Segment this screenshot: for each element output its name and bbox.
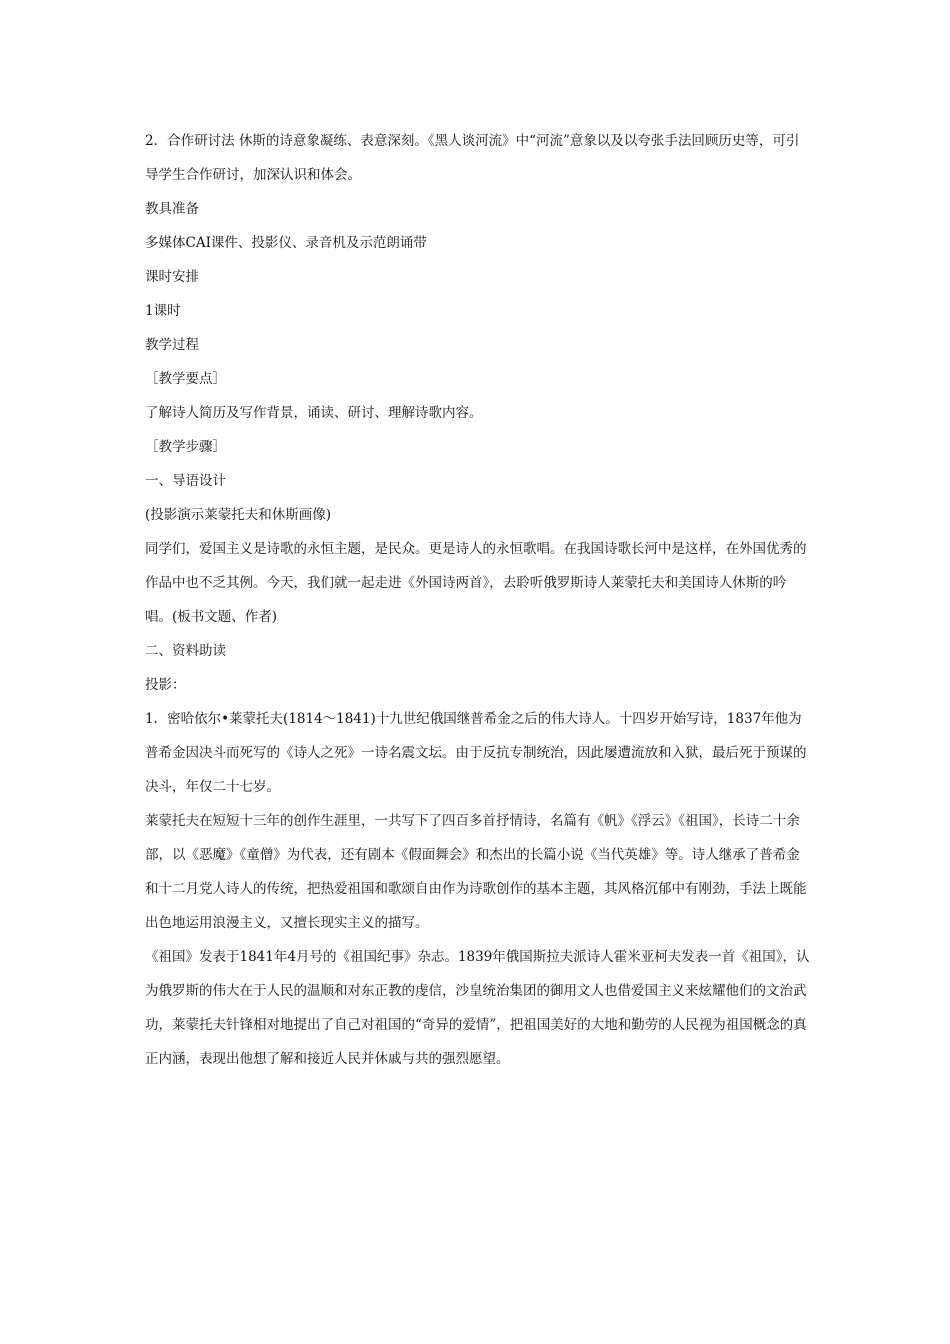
heading-process: 教学过程 <box>145 337 199 353</box>
paragraph-schedule: 1课时 <box>145 303 181 319</box>
paragraph-projection-label: 投影： <box>145 677 186 693</box>
heading-materials: 教具准备 <box>145 201 199 217</box>
paragraph-intro: 同学们，爱国主义是诗歌的永恒主题，是民众。更是诗人的永恒歌唱。在我国诗歌长河中是这样，在外国优秀的作品中也不乏其例。今天，我们就一起走进《外国诗两首》，去聆听俄罗斯诗人莱蒙托夫和美国诗人休斯的吟唱。(板书文题、作者) <box>145 541 807 625</box>
paragraph-lermontov-bio: 1．密哈依尔•莱蒙托夫(1814～1841)十九世纪俄国继普希金之后的伟大诗人。十四岁开始写诗，1837年他为普希金因决斗而死写的《诗人之死》一诗名震文坛。由于反抗专制统治，因此屡遭流放和入狱，最后死于预谋的决斗，年仅二十七岁。 <box>145 711 807 795</box>
paragraph-lermontov-works: 莱蒙托夫在短短十三年的创作生涯里，一共写下了四百多首抒情诗，名篇有《帆》《浮云》《祖国》，长诗二十余部，以《恶魔》《童僧》为代表，还有剧本《假面舞会》和杰出的长篇小说《当代英雄》等。诗人继承了普希金和十二月党人诗人的传统，把热爱祖国和歌颂自由作为诗歌创作的基本主题，其风格沉郁中有刚劲，手法上既能出色地运用浪漫主义，又擅长现实主义的描写。 <box>145 813 807 931</box>
heading-schedule: 课时安排 <box>145 269 199 285</box>
heading-steps: ［教学步骤］ <box>145 439 226 455</box>
heading-intro-design: 一、导语设计 <box>145 473 226 489</box>
paragraph-projection-note: (投影演示莱蒙托夫和休斯画像) <box>145 507 332 523</box>
document-body <box>145 124 810 1076</box>
paragraph-method: 2．合作研讨法 休斯的诗意象凝练、表意深刻。《黑人谈河流》中“河流”意象以及以夸张手法回顾历史等，可引导学生合作研讨，加深认识和体会。 <box>145 133 800 183</box>
paragraph-motherland-context: 《祖国》发表于1841年4月号的《祖国纪事》杂志。1839年俄国斯拉夫派诗人霍米亚柯夫发表一首《祖国》，认为俄罗斯的伟大在于人民的温顺和对东正教的虔信，沙皇统治集团的御用文人也借爱国主义来炫耀他们的文治武功，莱蒙托夫针锋相对地提出了自己对祖国的“奇异的爱情”，把祖国美好的大地和勤劳的人民视为祖国概念的真正内涵，表现出他想了解和接近人民并休戚与共的强烈愿望。 <box>145 949 810 1067</box>
heading-reading-aid: 二、资料助读 <box>145 643 226 659</box>
paragraph-materials: 多媒体CAI课件、投影仪、录音机及示范朗诵带 <box>145 235 427 251</box>
paragraph-key-points: 了解诗人简历及写作背景，诵读、研讨、理解诗歌内容。 <box>145 405 483 421</box>
heading-key-points: ［教学要点］ <box>145 371 226 387</box>
